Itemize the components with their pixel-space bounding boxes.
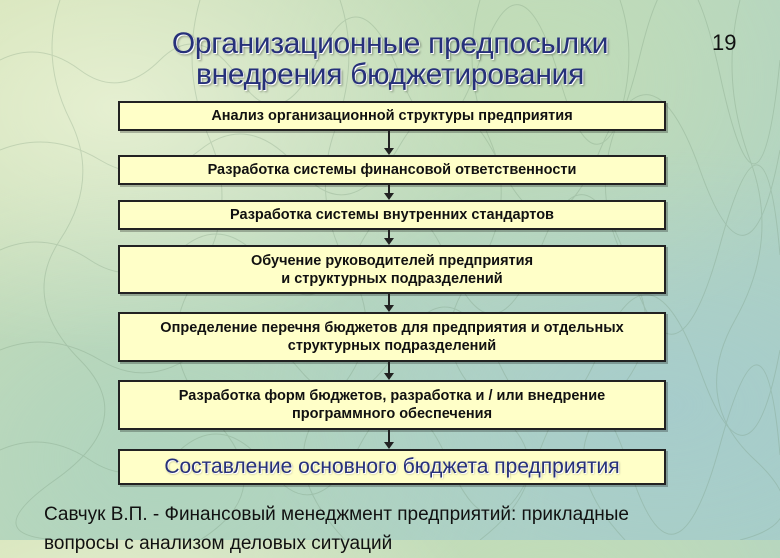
slide-title-line-1: Организационные предпосылки <box>171 27 609 60</box>
step-label-line-1: Обучение руководителей предприятия <box>250 252 534 269</box>
step-internal-standards <box>118 200 666 230</box>
step-label-line-1: Разработка форм бюджетов, разработка и / или внедрение <box>178 388 606 404</box>
step-label: Разработка системы внутренних стандартов <box>230 207 554 223</box>
step-budget-forms-software <box>118 380 666 430</box>
flow-arrow <box>384 294 394 312</box>
step-label-line-1: Определение перечня бюджетов для предприятия и отдельных <box>160 320 624 336</box>
step-financial-responsibility <box>118 155 666 185</box>
citation-line-1: Савчук В.П. - Финансовый менеджмент предприятий: прикладные <box>44 504 629 525</box>
step-master-budget <box>118 449 666 485</box>
citation-line-2: вопросы с анализом деловых ситуаций <box>44 533 393 554</box>
flow-arrow <box>384 230 394 245</box>
step-label-line-2: программного обеспечения <box>291 406 493 422</box>
flow-arrow <box>384 185 394 200</box>
step-budget-list-definition <box>118 312 666 362</box>
step-label: Разработка системы финансовой ответственности <box>207 162 577 178</box>
step-org-structure-analysis <box>118 101 666 131</box>
flow-arrow <box>384 362 394 380</box>
step-label-line-2: структурных подразделений <box>287 338 497 354</box>
source-citation <box>44 500 744 558</box>
step-label: Анализ организационной структуры предприятия <box>211 108 573 124</box>
step-label-line-2: и структурных подразделений <box>281 270 503 287</box>
slide-title <box>90 28 690 90</box>
slide-number: 19 <box>712 30 737 55</box>
flow-arrow <box>384 430 394 449</box>
flow-arrow <box>384 131 394 155</box>
step-label: Составление основного бюджета предприятия <box>164 455 620 478</box>
slide-title-line-2: внедрения бюджетирования <box>195 58 585 91</box>
step-manager-training <box>118 245 666 294</box>
